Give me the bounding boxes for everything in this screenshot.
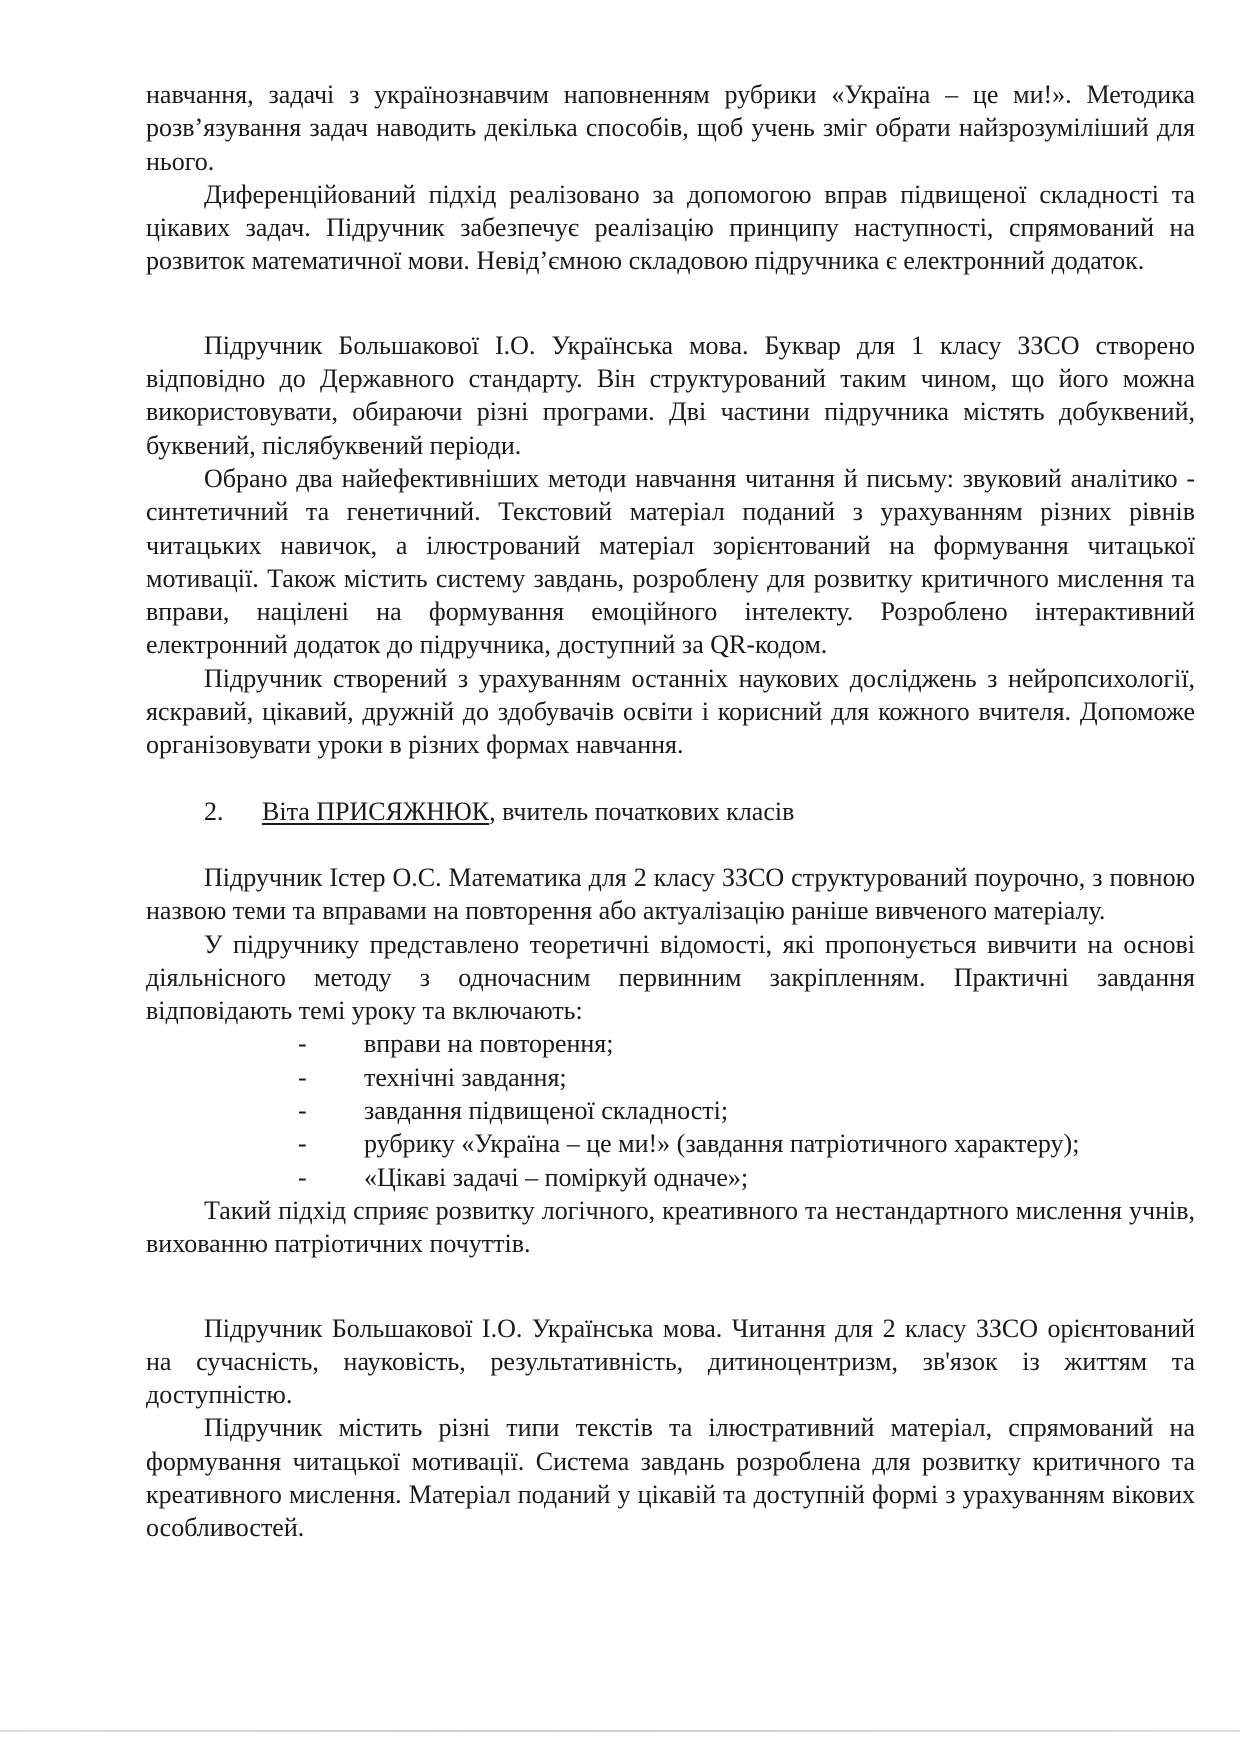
list-item (146, 1027, 1195, 1060)
scan-edge-line (0, 1730, 1240, 1732)
speaker-number: 2. (204, 796, 224, 826)
spacer (146, 278, 1195, 311)
speaker-role: , вчитель початкових класів (489, 796, 795, 826)
list-marker: - (298, 1129, 307, 1159)
spacer (146, 762, 1195, 795)
document-body (146, 78, 1195, 1545)
list-item-text: рубрику «Україна – це ми!» (завдання патріотичного характеру); (364, 1129, 1080, 1159)
spacer (146, 1261, 1195, 1294)
paragraph-bukvar-3: Підручник створений з урахуванням останніх наукових досліджень з нейропсихології, яскравий, цікавий, дружній до здобувачів освіти і корисний для кожного вчителя. Допоможе організовувати уроки в різних формах навчання. (146, 663, 1195, 760)
practical-tasks-list (146, 1027, 1195, 1193)
paragraph-after-list: Такий підхід сприяє розвитку логічного, креативного та нестандартного мислення учнів, вихованню патріотичних почуттів. (146, 1195, 1195, 1259)
list-item (146, 1127, 1195, 1160)
list-marker: - (298, 1029, 307, 1059)
list-item (146, 1061, 1195, 1094)
spacer (146, 1294, 1195, 1312)
speaker-heading (146, 795, 1195, 828)
list-item-text: вправи на повторення; (364, 1029, 614, 1059)
spacer (146, 828, 1195, 861)
spacer (146, 311, 1195, 329)
paragraph-bukvar-2: Обрано два найефективніших методи навчання читання й письму: звуковий аналітико - синтетичний та генетичний. Текстовий матеріал поданий з урахуванням різних рівнів читацьких навичок, а ілюстрований матеріал зорієнтований на формування читацької мотивації. Також містить систему завдань, розроблену для розвитку критичного мислення та вправи, націлені на формування емоційного інтелекту. Розроблено інтерактивний електронний додаток до підручника, доступний за QR-кодом. (146, 463, 1195, 660)
paragraph-reading-1: Підручник Большакової І.О. Українська мова. Читання для 2 класу ЗЗСО орієнтований на сучасність, науковість, результативність, дитиноцентризм, зв'язок із життям та доступністю. (146, 1313, 1195, 1410)
list-item-text: «Цікаві задачі – поміркуй одначе»; (364, 1162, 749, 1192)
list-marker: - (298, 1096, 307, 1126)
paragraph-top-2: Диференційований підхід реалізовано за допомогою вправ підвищеної складності та цікавих задач. Підручник забезпечує реалізацію принципу наступності, спрямований на розвиток математичної мови. Невід’ємною складовою підручника є електронний додаток. (146, 179, 1195, 276)
list-marker: - (298, 1062, 307, 1092)
paragraph-math-1: Підручник Істер О.С. Математика для 2 класу ЗЗСО структурований поурочно, з повною назвою теми та вправами на повторення або актуалізацію раніше вивченого матеріалу. (146, 862, 1195, 926)
paragraph-bukvar-1: Підручник Большакової І.О. Українська мова. Буквар для 1 класу ЗЗСО створено відповідно до Державного стандарту. Він структурований таким чином, що його можна використовувати, обираючи різні програми. Дві частини підручника містять добуквений, буквений, післябуквений періоди. (146, 330, 1195, 460)
list-item-text: завдання підвищеної складності; (364, 1096, 729, 1126)
list-item-text: технічні завдання; (364, 1062, 567, 1092)
paragraph-reading-2: Підручник містить різні типи текстів та ілюстративний матеріал, спрямований на формування читацької мотивації. Система завдань розроблена для розвитку критичного та креативного мислення. Матеріал поданий у цікавій та доступній формі з урахуванням вікових особливостей. (146, 1413, 1195, 1543)
list-marker: - (298, 1162, 307, 1192)
paragraph-top-1: навчання, задачі з українознавчим наповненням рубрики «Україна – це ми!». Методика розв’язування задач наводить декілька способів, щоб учень зміг обрати найзрозуміліший для нього. (146, 80, 1195, 176)
list-item (146, 1161, 1195, 1194)
speaker-name: Віта ПРИСЯЖНЮК (262, 796, 490, 826)
paragraph-math-2: У підручнику представлено теоретичні відомості, які пропонується вивчити на основі діяльнісного методу з одночасним первинним закріпленням. Практичні завдання відповідають темі уроку та включають: (146, 929, 1195, 1026)
list-item (146, 1094, 1195, 1127)
